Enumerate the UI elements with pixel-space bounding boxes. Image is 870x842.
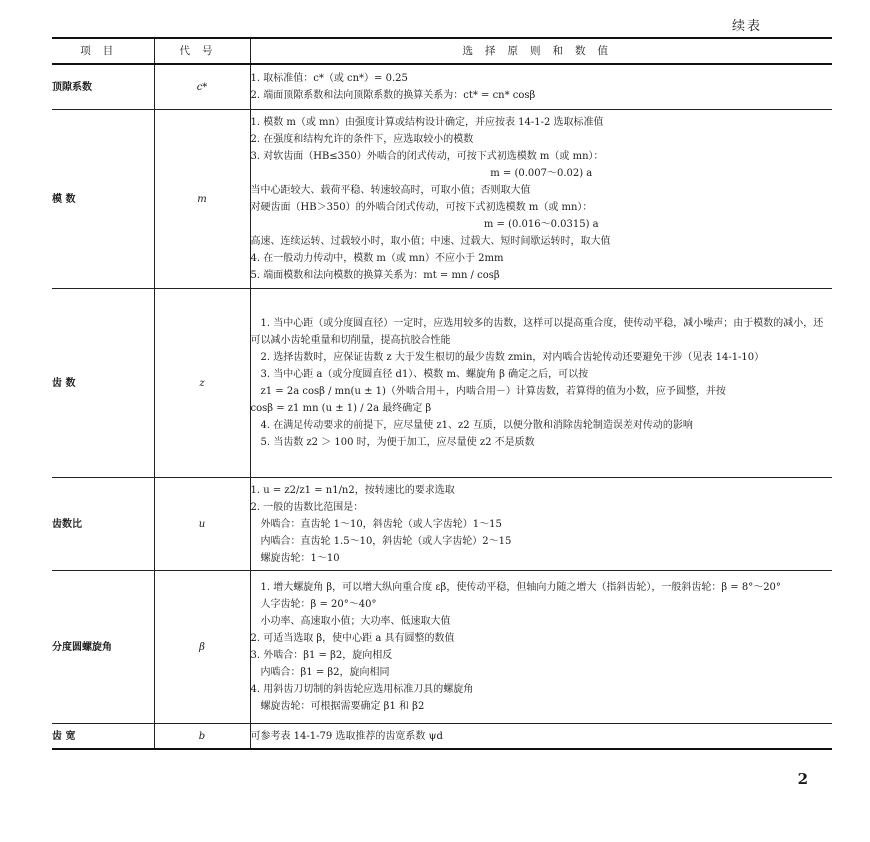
- desc-line: 2. 在强度和结构允许的条件下，应选取较小的模数: [250, 134, 474, 145]
- row-description: [250, 64, 832, 110]
- page-number: 2: [797, 770, 808, 788]
- row-symbol: u: [154, 478, 250, 571]
- row-description: [250, 289, 832, 478]
- table-row: [52, 289, 832, 478]
- desc-line: 3. 当中心距 a（或分度圆直径 d1）、模数 m、螺旋角 β 确定之后，可以按: [260, 369, 589, 380]
- header-symbol: 代号: [154, 38, 250, 64]
- desc-line: 螺旋齿轮：可根据需要确定 β1 和 β2: [260, 701, 425, 712]
- row-symbol: c*: [154, 64, 250, 110]
- desc-line: 螺旋齿轮：1～10: [260, 552, 340, 564]
- desc-line: 小功率、高速取小值；大功率、低速取大值: [260, 616, 451, 627]
- desc-line: 1. 模数 m（或 mn）由强度计算或结构设计确定，并应按表 14-1-2 选取标准值: [250, 117, 604, 128]
- table-row: [52, 64, 832, 110]
- row-symbol: z: [154, 289, 250, 478]
- row-symbol: m: [154, 110, 250, 289]
- desc-line: 高速、连续运转、过载较小时，取小值；中速、过载大、短时间歇运转时，取大值: [250, 236, 611, 247]
- desc-line: 对硬齿面（HB＞350）的外啮合闭式传动，可按下式初选模数 m（或 mn）：: [250, 202, 593, 213]
- table-row: [52, 478, 832, 571]
- desc-line: 1. 取标准值：c*（或 cn*）= 0.25: [250, 73, 408, 84]
- desc-paragraph: 1. 增大螺旋角 β，可以增大纵向重合度 εβ，使传动平稳，但轴向力随之增大（指斜齿轮），一般斜齿轮：β = 8°～20°: [260, 582, 781, 593]
- header-item: 项目: [52, 38, 154, 64]
- table-row: [52, 724, 832, 750]
- desc-line: 1. u = z2/z1 = n1/n2，按转速比的要求选取: [250, 484, 455, 496]
- gear-parameter-table: [52, 37, 832, 750]
- row-item: 顶隙系数: [52, 64, 154, 110]
- formula-line: m = (0.016～0.0315) a: [483, 219, 599, 230]
- row-description: [250, 571, 832, 724]
- row-item: 模 数: [52, 110, 154, 289]
- desc-line: 4. 在一般动力传动中，模数 m（或 mn）不应小于 2mm: [250, 253, 504, 264]
- desc-line: 2. 一般的齿数比范围是：: [250, 501, 364, 513]
- row-description: [250, 724, 832, 750]
- row-item: 齿数比: [52, 478, 154, 571]
- row-symbol: β: [154, 571, 250, 724]
- desc-paragraph: 2. 选择齿数时，应保证齿数 z 大于发生根切的最少齿数 zmin，对内啮合齿轮传动还要避免干涉（见表 14-1-10）: [260, 352, 765, 363]
- table-row: [52, 110, 832, 289]
- desc-line: 4. 用斜齿刀切制的斜齿轮应选用标准刀具的螺旋角: [250, 684, 474, 695]
- desc-line: 5. 端面模数和法向模数的换算关系为：mt = mn / cosβ: [250, 270, 500, 281]
- desc-line: 内啮合：β1 = β2，旋向相同: [260, 667, 390, 678]
- desc-line: 人字齿轮：β = 20°～40°: [260, 599, 377, 610]
- desc-paragraph: 4. 在满足传动要求的前提下，应尽量使 z1、z2 互质，以便分散和消除齿轮制造误差对传动的影响: [260, 420, 693, 431]
- formula-line: z1 = 2a cosβ / mn(u ± 1)（外啮合用＋，内啮合用－）计算齿数，若算得的值为小数，应予圆整，并按: [260, 386, 726, 397]
- desc-line: 当中心距较大、载荷平稳、转速较高时，可取小值；否则取大值: [250, 185, 531, 196]
- desc-line: 2. 端面顶隙系数和法向顶隙系数的换算关系为：ct* = cn* cosβ: [250, 90, 536, 101]
- header-rule: 选择原则和数值: [250, 38, 832, 64]
- desc-paragraph: 1. 当中心距（或分度圆直径）一定时，应选用较多的齿数，这样可以提高重合度，使传动平稳，减小噪声；由于模数的减小，还可以减小齿轮重量和切削量，提高抗胶合性能: [250, 318, 824, 346]
- row-item: 分度圆螺旋角: [52, 571, 154, 724]
- formula-line: cosβ = z1 mn (u ± 1) / 2a 最终确定 β: [250, 403, 432, 414]
- row-description: [250, 478, 832, 571]
- formula-line: m = (0.007～0.02) a: [490, 168, 593, 179]
- table-row: [52, 571, 832, 724]
- desc-line: 3. 外啮合：β1 = β2，旋向相反: [250, 650, 393, 661]
- desc-line: 内啮合：直齿轮 1.5～10，斜齿轮（或人字齿轮）2～15: [260, 535, 512, 547]
- desc-line: 可参考表 14-1-79 选取推荐的齿宽系数 ψd: [250, 730, 443, 742]
- row-item: 齿 宽: [52, 724, 154, 750]
- row-item: 齿 数: [52, 289, 154, 478]
- desc-line: 2. 可适当选取 β，使中心距 a 具有圆整的数值: [250, 633, 455, 644]
- desc-line: 5. 当齿数 z2 ＞ 100 时，为便于加工，应尽量使 z2 不是质数: [260, 437, 535, 448]
- desc-line: 3. 对软齿面（HB≤350）外啮合的闭式传动，可按下式初选模数 m（或 mn）：: [250, 151, 604, 162]
- table-header-row: [52, 38, 832, 64]
- row-symbol: b: [154, 724, 250, 750]
- continued-label: 续表: [731, 19, 762, 34]
- desc-line: 外啮合：直齿轮 1～10，斜齿轮（或人字齿轮）1～15: [260, 518, 502, 530]
- row-description: [250, 110, 832, 289]
